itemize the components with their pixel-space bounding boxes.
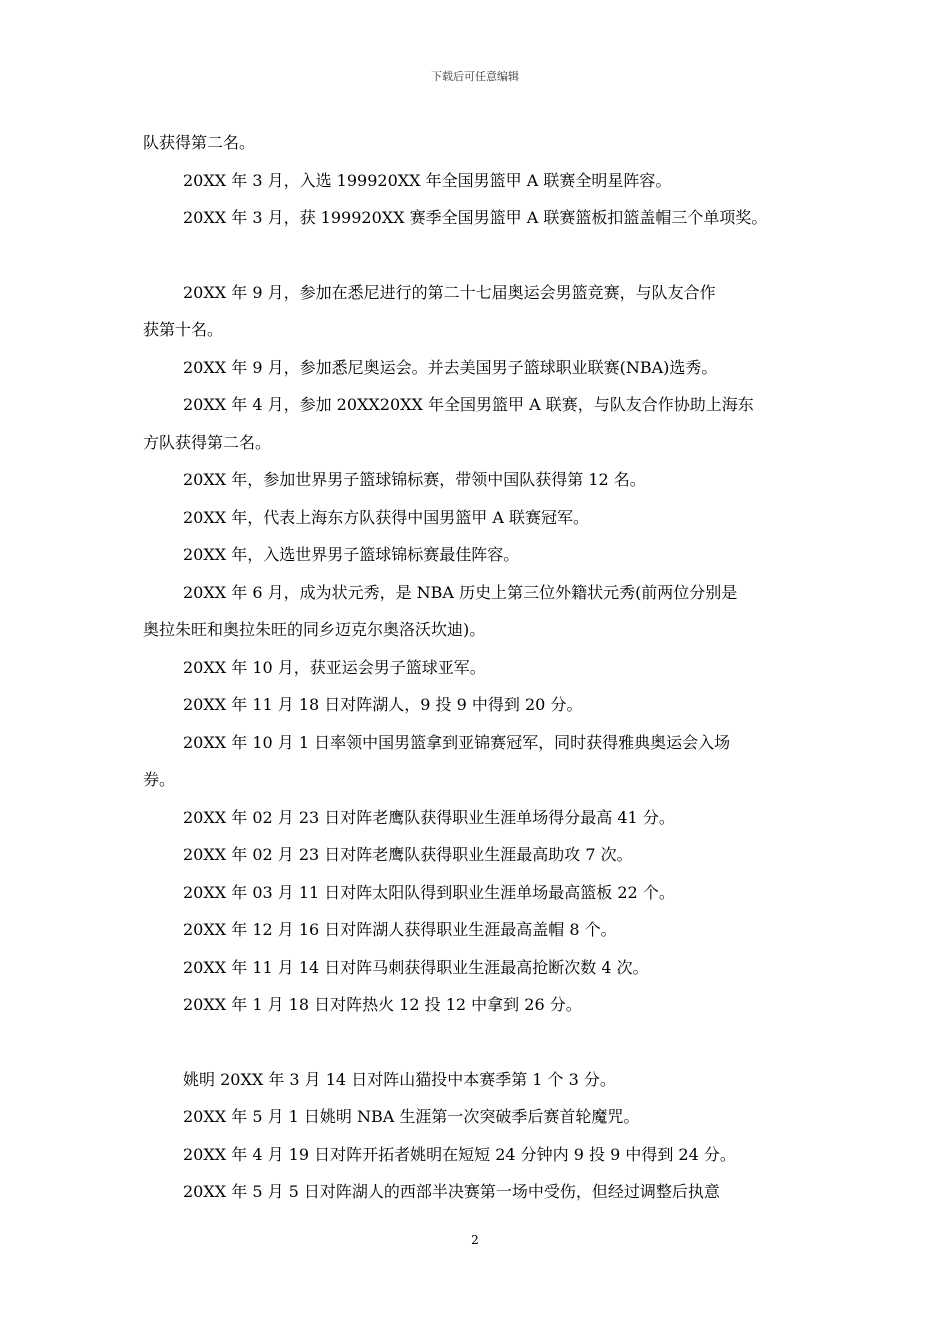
- paragraph-line: 20XX 年 5 月 5 日对阵湖人的西部半决赛第一场中受伤，但经过调整后执意: [183, 1182, 720, 1201]
- paragraph-line: 20XX 年 4 月，参加 20XX20XX 年全国男篮甲 A 联赛，与队友合作协助上海东: [183, 395, 754, 414]
- paragraph-line: 20XX 年 11 月 18 日对阵湖人，9 投 9 中得到 20 分。: [183, 695, 583, 714]
- paragraph-line: 方队获得第二名。: [143, 432, 272, 452]
- paragraph-line: 20XX 年 5 月 1 日姚明 NBA 生涯第一次突破季后赛首轮魔咒。: [183, 1107, 640, 1126]
- paragraph-line: 20XX 年 12 月 16 日对阵湖人获得职业生涯最高盖帽 8 个。: [183, 920, 617, 939]
- paragraph-line: 20XX 年 3 月，入选 199920XX 年全国男篮甲 A 联赛全明星阵容。: [183, 170, 672, 190]
- paragraph-line: 20XX 年 11 月 14 日对阵马刺获得职业生涯最高抢断次数 4 次。: [183, 957, 649, 977]
- paragraph-line: 20XX 年 3 月，获 199920XX 赛季全国男篮甲 A 联赛篮板扣篮盖帽三个单项奖。: [183, 208, 768, 227]
- paragraph-line: 20XX 年 9 月，参加在悉尼进行的第二十七届奥运会男篮竞赛，与队友合作: [183, 282, 716, 302]
- document-body: [143, 124, 823, 1211]
- paragraph-line: 20XX 年 02 月 23 日对阵老鹰队获得职业生涯单场得分最高 41 分。: [183, 807, 675, 827]
- paragraph-line: 20XX 年 03 月 11 日对阵太阳队得到职业生涯单场最高篮板 22 个。: [183, 882, 675, 902]
- paragraph-line: 20XX 年 02 月 23 日对阵老鹰队获得职业生涯最高助攻 7 次。: [183, 845, 633, 864]
- paragraph-line: 20XX 年，参加世界男子篮球锦标赛，带领中国队获得第 12 名。: [183, 470, 646, 489]
- page-number: 2: [471, 1233, 479, 1247]
- paragraph-line: 20XX 年 10 月，获亚运会男子篮球亚军。: [183, 657, 486, 677]
- paragraph-line: 获第十名。: [143, 320, 224, 339]
- page-header: 下载后可任意编辑: [431, 70, 519, 83]
- paragraph-line: 券。: [143, 770, 176, 789]
- paragraph-line: 20XX 年 10 月 1 日率领中国男篮拿到亚锦赛冠军，同时获得雅典奥运会入场: [183, 732, 731, 752]
- paragraph-line: 队获得第二名。: [143, 133, 256, 152]
- paragraph-line: 20XX 年 6 月，成为状元秀，是 NBA 历史上第三位外籍状元秀(前两位分别是: [183, 582, 738, 602]
- paragraph-line: 奥拉朱旺和奥拉朱旺的同乡迈克尔奥洛沃坎迪)。: [143, 620, 486, 639]
- paragraph-line: 姚明 20XX 年 3 月 14 日对阵山猫投中本赛季第 1 个 3 分。: [183, 1069, 616, 1089]
- blank-line: [143, 237, 823, 274]
- blank-line: [143, 1024, 823, 1061]
- paragraph-line: 20XX 年，代表上海东方队获得中国男篮甲 A 联赛冠军。: [183, 507, 589, 527]
- paragraph-line: 20XX 年 1 月 18 日对阵热火 12 投 12 中拿到 26 分。: [183, 995, 582, 1014]
- paragraph-line: 20XX 年 4 月 19 日对阵开拓者姚明在短短 24 分钟内 9 投 9 中得到 24 分。: [183, 1144, 736, 1164]
- paragraph-line: 20XX 年 9 月，参加悉尼奥运会。并去美国男子篮球职业联赛(NBA)选秀。: [183, 357, 718, 377]
- paragraph-line: 20XX 年，入选世界男子篮球锦标赛最佳阵容。: [183, 545, 520, 564]
